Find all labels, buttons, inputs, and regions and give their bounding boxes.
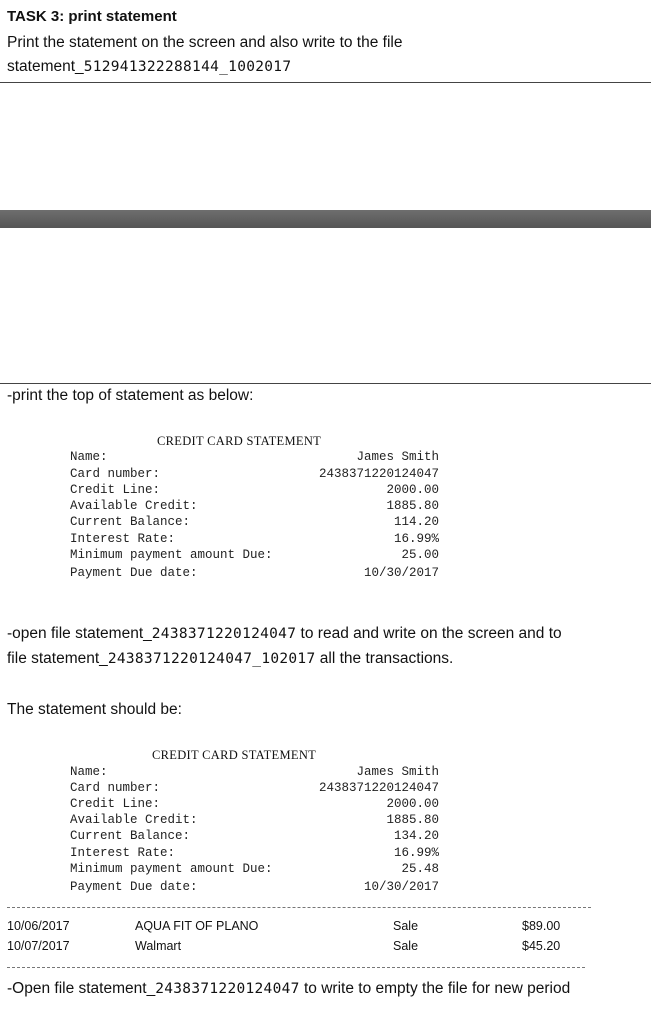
card-number-label: Card number: xyxy=(70,467,161,481)
interest-rate-value: 16.99% xyxy=(393,532,439,546)
available-credit-label: Available Credit: xyxy=(70,813,198,827)
step-statement-should-be: The statement should be: xyxy=(7,701,182,718)
step-open-file-line2 xyxy=(7,650,453,668)
name-label: Name: xyxy=(70,450,108,464)
gray-band xyxy=(0,210,651,228)
credit-line-value: 2000.00 xyxy=(386,483,439,497)
current-balance-value: 114.20 xyxy=(393,515,439,529)
credit-line-label: Credit Line: xyxy=(70,797,161,811)
name-value: James Smith xyxy=(356,450,439,464)
card-number-value: 2438371220124047 xyxy=(318,467,439,481)
dashed-divider xyxy=(7,907,591,908)
step-print-top: -print the top of statement as below: xyxy=(7,387,254,404)
available-credit-value: 1885.80 xyxy=(386,499,439,513)
current-balance-label: Current Balance: xyxy=(70,515,191,529)
interest-rate-label: Interest Rate: xyxy=(70,532,176,546)
minimum-payment-value: 25.48 xyxy=(401,862,439,876)
transaction-merchant: Walmart xyxy=(135,939,182,953)
dashed-divider xyxy=(7,967,585,968)
step4-text: -Open file statement_ xyxy=(7,980,156,997)
task-output-file xyxy=(7,58,291,76)
card-number-label: Card number: xyxy=(70,781,161,795)
interest-rate-value: 16.99% xyxy=(393,846,439,860)
transaction-type: Sale xyxy=(393,919,419,933)
step-empty-file xyxy=(7,980,570,998)
interest-rate-label: Interest Rate: xyxy=(70,846,176,860)
step2-text: file statement_ xyxy=(7,650,108,667)
credit-line-value: 2000.00 xyxy=(386,797,439,811)
divider xyxy=(0,383,651,384)
name-label: Name: xyxy=(70,765,108,779)
due-date-value: 10/30/2017 xyxy=(363,880,439,894)
available-credit-value: 1885.80 xyxy=(386,813,439,827)
current-balance-label: Current Balance: xyxy=(70,829,191,843)
transaction-date: 10/06/2017 xyxy=(7,919,70,933)
task-description: Print the statement on the screen and also write to the file xyxy=(7,34,403,51)
due-date-label: Payment Due date: xyxy=(70,566,198,580)
task-title: TASK 3: print statement xyxy=(7,8,177,25)
empty-file-number: 2438371220124047 xyxy=(155,981,300,997)
card-number-value: 2438371220124047 xyxy=(318,781,439,795)
minimum-payment-label: Minimum payment amount Due: xyxy=(70,862,273,876)
name-value: James Smith xyxy=(356,765,439,779)
step2-text: all the transactions. xyxy=(315,650,454,667)
statement-title: CREDIT CARD STATEMENT xyxy=(157,434,322,448)
transaction-date: 10/07/2017 xyxy=(7,939,70,953)
transaction-type: Sale xyxy=(393,939,419,953)
minimum-payment-label: Minimum payment amount Due: xyxy=(70,548,273,562)
credit-line-label: Credit Line: xyxy=(70,483,161,497)
transaction-amount: $45.20 xyxy=(522,939,561,953)
step4-text: to write to empty the file for new period xyxy=(299,980,571,997)
step2-text: -open file statement_ xyxy=(7,625,152,642)
output-file-number: 2438371220124047_102017 xyxy=(107,651,316,667)
file-prefix: statement_ xyxy=(7,58,84,75)
current-balance-value: 134.20 xyxy=(393,829,439,843)
divider xyxy=(0,82,651,83)
statement-title: CREDIT CARD STATEMENT xyxy=(152,748,317,762)
file-number: 512941322288144_1002017 xyxy=(83,59,292,75)
due-date-value: 10/30/2017 xyxy=(363,566,439,580)
step2-text: to read and write on the screen and to xyxy=(296,625,562,642)
card-file-number: 2438371220124047 xyxy=(151,626,297,642)
transaction-amount: $89.00 xyxy=(522,919,561,933)
transaction-merchant: AQUA FIT OF PLANO xyxy=(135,919,259,933)
minimum-payment-value: 25.00 xyxy=(401,548,439,562)
due-date-label: Payment Due date: xyxy=(70,880,198,894)
step-open-file-line1 xyxy=(7,625,562,643)
available-credit-label: Available Credit: xyxy=(70,499,198,513)
